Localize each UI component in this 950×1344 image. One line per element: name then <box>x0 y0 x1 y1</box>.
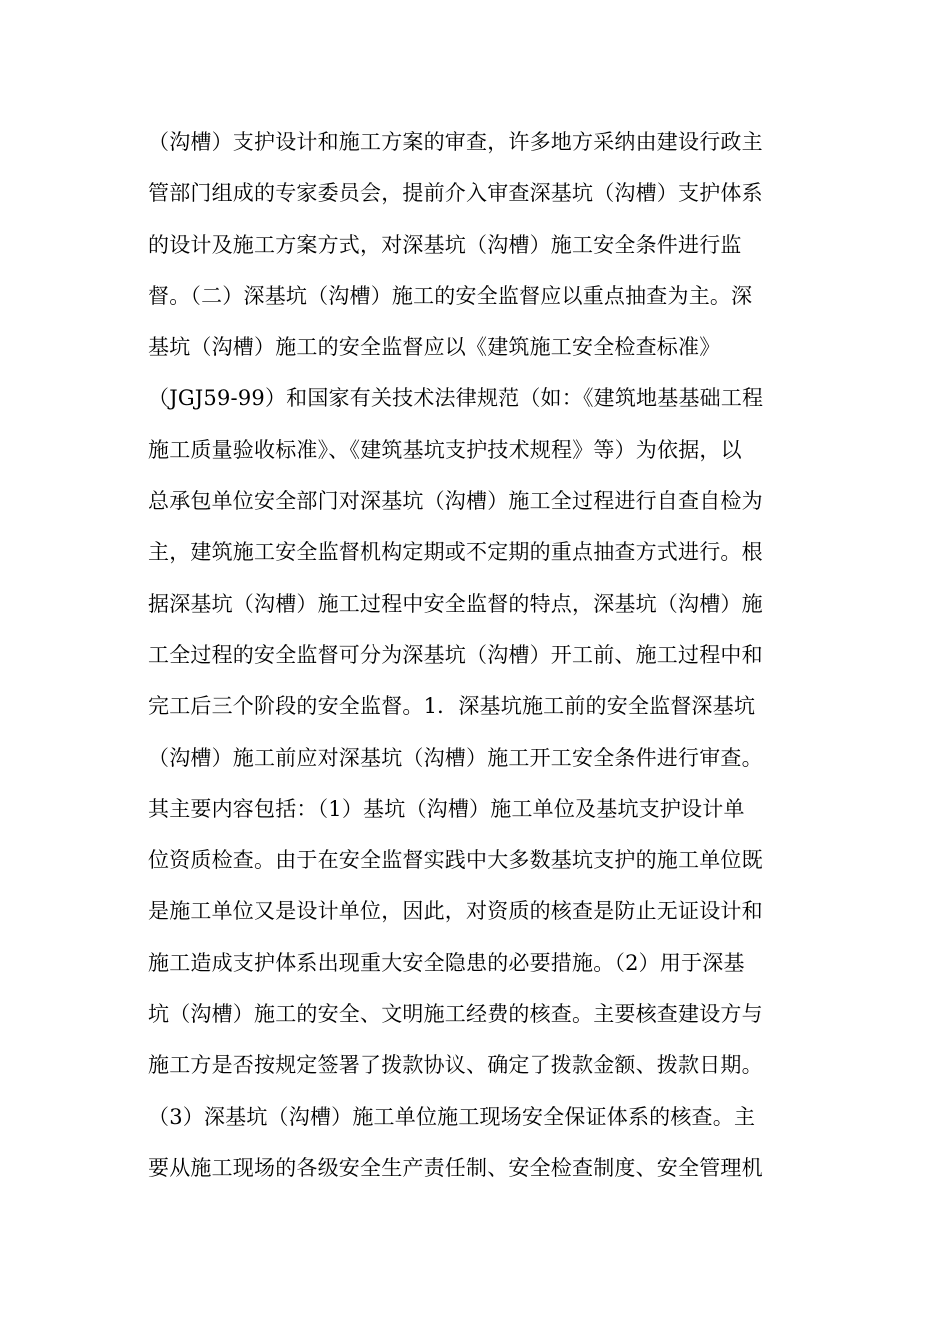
text-line: 完工后三个阶段的安全监督。1．深基坑施工前的安全监督深基坑 <box>148 694 756 719</box>
text-line: 是施工单位又是设计单位，因此，对资质的核查是防止无证设计和 <box>148 899 763 924</box>
text-line: 施工方是否按规定签署了拨款协议、确定了拨款金额、拨款日期。 <box>148 1053 763 1078</box>
text-line: 基坑（沟槽）施工的安全监督应以《建筑施工安全检查标准》 <box>148 335 721 360</box>
text-line: 管部门组成的专家委员会，提前介入审查深基坑（沟槽）支护体系 <box>148 181 763 206</box>
text-line: 的设计及施工方案方式，对深基坑（沟槽）施工安全条件进行监 <box>148 232 742 257</box>
text-line: 主，建筑施工安全监督机构定期或不定期的重点抽查方式进行。根 <box>148 540 763 565</box>
text-line: 督。（二）深基坑（沟槽）施工的安全监督应以重点抽查为主。深 <box>148 283 753 308</box>
text-line: 要从施工现场的各级安全生产责任制、安全检查制度、安全管理机 <box>148 1155 763 1180</box>
text-line: 总承包单位安全部门对深基坑（沟槽）施工全过程进行自查自检为 <box>148 489 763 514</box>
body-text <box>148 117 808 1194</box>
text-line: 施工质量验收标准》、《建筑基坑支护技术规程》等）为依据，以 <box>148 437 742 462</box>
text-line: （沟槽）施工前应对深基坑（沟槽）施工开工安全条件进行审查。 <box>148 745 763 770</box>
text-line: （3）深基坑（沟槽）施工单位施工现场安全保证体系的核查。主 <box>148 1104 756 1129</box>
text-line: （沟槽）支护设计和施工方案的审查，许多地方采纳由建设行政主 <box>148 130 763 154</box>
text-line: 其主要内容包括：（1）基坑（沟槽）施工单位及基坑支护设计单 <box>148 796 745 821</box>
text-line: 坑（沟槽）施工的安全、文明施工经费的核查。主要核查建设方与 <box>148 1002 763 1027</box>
text-line: 位资质检查。由于在安全监督实践中大多数基坑支护的施工单位既 <box>148 848 763 873</box>
text-line: 工全过程的安全监督可分为深基坑（沟槽）开工前、施工过程中和 <box>148 642 763 667</box>
text-line: 据深基坑（沟槽）施工过程中安全监督的特点，深基坑（沟槽）施 <box>148 591 763 616</box>
text-line: （JGJ59-99）和国家有关技术法律规范（如：《建筑地基基础工程 <box>148 386 764 411</box>
text-line: 施工造成支护体系出现重大安全隐患的必要措施。（2）用于深基 <box>148 950 745 975</box>
